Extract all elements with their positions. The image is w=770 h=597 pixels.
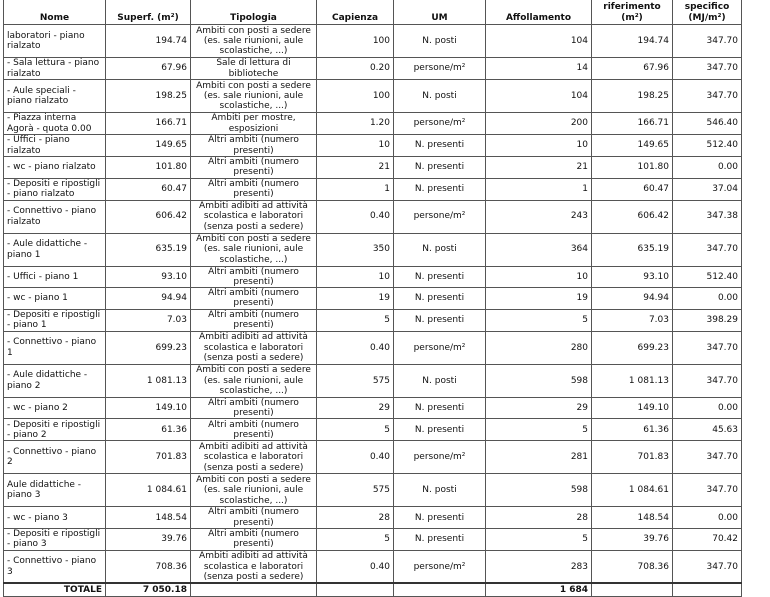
- cell-capienza: 5: [317, 419, 394, 441]
- cell-affollamento: 28: [486, 507, 592, 529]
- cell-nome: - Aule didattiche - piano 2: [4, 364, 106, 397]
- cell-tipologia: Ambiti adibiti ad attività scolastica e laboratori (senza posti a sedere): [191, 441, 317, 474]
- total-empty-cell: [317, 583, 394, 596]
- cell-superficie: 149.65: [106, 135, 191, 157]
- total-affollamento: 1 684: [486, 583, 592, 596]
- cell-affollamento: 21: [486, 157, 592, 179]
- table-row: [4, 331, 742, 364]
- cell-affollamento: 104: [486, 80, 592, 113]
- cell-specifico: 347.70: [673, 25, 742, 58]
- col-header-nome: Nome: [4, 0, 106, 25]
- cell-um: persone/m²: [394, 200, 486, 233]
- cell-capienza: 19: [317, 288, 394, 310]
- cell-tipologia: Ambiti adibiti ad attività scolastica e laboratori (senza posti a sedere): [191, 550, 317, 583]
- cell-um: N. posti: [394, 80, 486, 113]
- cell-affollamento: 283: [486, 550, 592, 583]
- cell-um: N. presenti: [394, 507, 486, 529]
- cell-nome: - Piazza interna Agorà - quota 0.00: [4, 113, 106, 135]
- cell-tipologia: Ambiti con posti a sedere (es. sale riunioni, aule scolastiche, ...): [191, 233, 317, 266]
- cell-capienza: 350: [317, 233, 394, 266]
- cell-nome: - Connettivo - piano 2: [4, 441, 106, 474]
- cell-capienza: 28: [317, 507, 394, 529]
- col-header-capienza: Capienza: [317, 0, 394, 25]
- cell-tipologia: Altri ambiti (numero presenti): [191, 135, 317, 157]
- cell-tipologia: Altri ambiti (numero presenti): [191, 419, 317, 441]
- cell-superficie: 148.54: [106, 507, 191, 529]
- cell-specifico: 347.38: [673, 200, 742, 233]
- cell-specifico: 45.63: [673, 419, 742, 441]
- cell-affollamento: 281: [486, 441, 592, 474]
- cell-affollamento: 5: [486, 419, 592, 441]
- col-header-specifico: specifico (MJ/m²): [673, 0, 742, 25]
- cell-nome: Aule didattiche - piano 3: [4, 474, 106, 507]
- cell-nome: laboratori - piano rialzato: [4, 25, 106, 58]
- cell-um: N. presenti: [394, 157, 486, 179]
- total-empty-cell: [191, 583, 317, 596]
- cell-nome: - Aule speciali - piano rialzato: [4, 80, 106, 113]
- cell-um: N. posti: [394, 474, 486, 507]
- cell-superficie: 101.80: [106, 157, 191, 179]
- cell-superficie: 606.42: [106, 200, 191, 233]
- table-row: [4, 364, 742, 397]
- cell-riferimento: 61.36: [592, 419, 673, 441]
- cell-capienza: 10: [317, 135, 394, 157]
- cell-capienza: 575: [317, 364, 394, 397]
- cell-riferimento: 708.36: [592, 550, 673, 583]
- cell-affollamento: 10: [486, 135, 592, 157]
- cell-um: N. presenti: [394, 135, 486, 157]
- total-row: [4, 583, 742, 596]
- cell-nome: - Uffici - piano 1: [4, 266, 106, 288]
- cell-superficie: 149.10: [106, 397, 191, 419]
- cell-riferimento: 1 084.61: [592, 474, 673, 507]
- table-row: [4, 113, 742, 135]
- cell-capienza: 0.40: [317, 200, 394, 233]
- cell-specifico: 347.70: [673, 80, 742, 113]
- table-body: [4, 25, 742, 584]
- table-row: [4, 178, 742, 200]
- cell-capienza: 100: [317, 80, 394, 113]
- table-row: [4, 419, 742, 441]
- col-header-tipologia: Tipologia: [191, 0, 317, 25]
- cell-specifico: 398.29: [673, 309, 742, 331]
- cell-tipologia: Altri ambiti (numero presenti): [191, 507, 317, 529]
- cell-riferimento: 166.71: [592, 113, 673, 135]
- cell-affollamento: 104: [486, 25, 592, 58]
- cell-superficie: 93.10: [106, 266, 191, 288]
- cell-riferimento: 1 081.13: [592, 364, 673, 397]
- cell-um: N. presenti: [394, 266, 486, 288]
- cell-superficie: 708.36: [106, 550, 191, 583]
- cell-superficie: 7.03: [106, 309, 191, 331]
- fire-load-table: [3, 0, 742, 597]
- cell-um: persone/m²: [394, 113, 486, 135]
- cell-riferimento: 635.19: [592, 233, 673, 266]
- cell-nome: - Depositi e ripostigli - piano 2: [4, 419, 106, 441]
- cell-superficie: 1 084.61: [106, 474, 191, 507]
- cell-specifico: 70.42: [673, 528, 742, 550]
- cell-um: N. presenti: [394, 288, 486, 310]
- cell-affollamento: 1: [486, 178, 592, 200]
- cell-riferimento: 93.10: [592, 266, 673, 288]
- cell-nome: - Depositi e ripostigli - piano 1: [4, 309, 106, 331]
- cell-um: N. presenti: [394, 309, 486, 331]
- cell-tipologia: Sale di lettura di biblioteche: [191, 58, 317, 80]
- cell-nome: - wc - piano 3: [4, 507, 106, 529]
- cell-um: persone/m²: [394, 58, 486, 80]
- table-row: [4, 528, 742, 550]
- cell-nome: - wc - piano rialzato: [4, 157, 106, 179]
- cell-nome: - wc - piano 2: [4, 397, 106, 419]
- cell-capienza: 1.20: [317, 113, 394, 135]
- cell-um: N. presenti: [394, 419, 486, 441]
- cell-specifico: 0.00: [673, 397, 742, 419]
- cell-specifico: 347.70: [673, 474, 742, 507]
- cell-tipologia: Ambiti per mostre, esposizioni: [191, 113, 317, 135]
- cell-capienza: 0.20: [317, 58, 394, 80]
- cell-riferimento: 149.10: [592, 397, 673, 419]
- cell-nome: - Sala lettura - piano rialzato: [4, 58, 106, 80]
- cell-tipologia: Altri ambiti (numero presenti): [191, 309, 317, 331]
- cell-specifico: 0.00: [673, 507, 742, 529]
- table-row: [4, 25, 742, 58]
- col-header-superficie: Superf. (m²): [106, 0, 191, 25]
- cell-nome: - Depositi e ripostigli - piano rialzato: [4, 178, 106, 200]
- cell-affollamento: 243: [486, 200, 592, 233]
- cell-riferimento: 60.47: [592, 178, 673, 200]
- cell-tipologia: Altri ambiti (numero presenti): [191, 157, 317, 179]
- total-superficie: 7 050.18: [106, 583, 191, 596]
- cell-specifico: 0.00: [673, 157, 742, 179]
- cell-riferimento: 148.54: [592, 507, 673, 529]
- cell-specifico: 347.70: [673, 364, 742, 397]
- cell-capienza: 29: [317, 397, 394, 419]
- cell-superficie: 635.19: [106, 233, 191, 266]
- total-empty-cell: [394, 583, 486, 596]
- cell-tipologia: Altri ambiti (numero presenti): [191, 397, 317, 419]
- cell-tipologia: Ambiti con posti a sedere (es. sale riunioni, aule scolastiche, ...): [191, 25, 317, 58]
- cell-tipologia: Altri ambiti (numero presenti): [191, 288, 317, 310]
- cell-tipologia: Altri ambiti (numero presenti): [191, 266, 317, 288]
- col-header-um: UM: [394, 0, 486, 25]
- cell-specifico: 512.40: [673, 266, 742, 288]
- cell-specifico: 347.70: [673, 58, 742, 80]
- cell-superficie: 198.25: [106, 80, 191, 113]
- cell-capienza: 21: [317, 157, 394, 179]
- cell-superficie: 701.83: [106, 441, 191, 474]
- cell-um: N. posti: [394, 25, 486, 58]
- cell-affollamento: 10: [486, 266, 592, 288]
- cell-specifico: 347.70: [673, 441, 742, 474]
- cell-affollamento: 14: [486, 58, 592, 80]
- cell-tipologia: Altri ambiti (numero presenti): [191, 178, 317, 200]
- table-row: [4, 58, 742, 80]
- cell-riferimento: 198.25: [592, 80, 673, 113]
- total-empty-cell: [592, 583, 673, 596]
- cell-affollamento: 5: [486, 528, 592, 550]
- cell-affollamento: 5: [486, 309, 592, 331]
- cell-tipologia: Altri ambiti (numero presenti): [191, 528, 317, 550]
- cell-capienza: 0.40: [317, 441, 394, 474]
- cell-superficie: 194.74: [106, 25, 191, 58]
- cell-affollamento: 598: [486, 364, 592, 397]
- cell-riferimento: 7.03: [592, 309, 673, 331]
- cell-riferimento: 606.42: [592, 200, 673, 233]
- cell-tipologia: Ambiti con posti a sedere (es. sale riunioni, aule scolastiche, ...): [191, 474, 317, 507]
- cell-affollamento: 598: [486, 474, 592, 507]
- table-row: [4, 474, 742, 507]
- table-row: [4, 157, 742, 179]
- cell-capienza: 0.40: [317, 550, 394, 583]
- cell-nome: - Aule didattiche - piano 1: [4, 233, 106, 266]
- cell-specifico: 512.40: [673, 135, 742, 157]
- cell-superficie: 67.96: [106, 58, 191, 80]
- cell-specifico: 347.70: [673, 550, 742, 583]
- cell-riferimento: 699.23: [592, 331, 673, 364]
- cell-nome: - Connettivo - piano rialzato: [4, 200, 106, 233]
- total-empty-cell: [673, 583, 742, 596]
- cell-um: N. presenti: [394, 178, 486, 200]
- cell-riferimento: 101.80: [592, 157, 673, 179]
- cell-nome: - Depositi e ripostigli - piano 3: [4, 528, 106, 550]
- cell-affollamento: 280: [486, 331, 592, 364]
- cell-superficie: 39.76: [106, 528, 191, 550]
- cell-affollamento: 200: [486, 113, 592, 135]
- cell-nome: - Uffici - piano rialzato: [4, 135, 106, 157]
- cell-superficie: 61.36: [106, 419, 191, 441]
- cell-capienza: 5: [317, 309, 394, 331]
- cell-um: N. presenti: [394, 528, 486, 550]
- table-row: [4, 288, 742, 310]
- table-row: [4, 266, 742, 288]
- cell-superficie: 94.94: [106, 288, 191, 310]
- table-row: [4, 550, 742, 583]
- table-row: [4, 80, 742, 113]
- cell-affollamento: 19: [486, 288, 592, 310]
- table-row: [4, 441, 742, 474]
- cell-specifico: 347.70: [673, 331, 742, 364]
- cell-riferimento: 194.74: [592, 25, 673, 58]
- cell-um: N. posti: [394, 364, 486, 397]
- cell-um: persone/m²: [394, 550, 486, 583]
- cell-capienza: 1: [317, 178, 394, 200]
- document-page: [3, 0, 742, 597]
- cell-capienza: 575: [317, 474, 394, 507]
- header-row: [4, 0, 742, 25]
- table-row: [4, 200, 742, 233]
- cell-superficie: 1 081.13: [106, 364, 191, 397]
- cell-specifico: 37.04: [673, 178, 742, 200]
- cell-riferimento: 39.76: [592, 528, 673, 550]
- cell-tipologia: Ambiti adibiti ad attività scolastica e laboratori (senza posti a sedere): [191, 331, 317, 364]
- cell-specifico: 0.00: [673, 288, 742, 310]
- cell-riferimento: 67.96: [592, 58, 673, 80]
- cell-riferimento: 94.94: [592, 288, 673, 310]
- table-row: [4, 233, 742, 266]
- table-row: [4, 309, 742, 331]
- cell-riferimento: 149.65: [592, 135, 673, 157]
- total-label: TOTALE: [4, 583, 106, 596]
- cell-specifico: 347.70: [673, 233, 742, 266]
- table-row: [4, 507, 742, 529]
- table-row: [4, 397, 742, 419]
- cell-um: N. posti: [394, 233, 486, 266]
- col-header-riferimento: riferimento (m²): [592, 0, 673, 25]
- cell-superficie: 699.23: [106, 331, 191, 364]
- cell-superficie: 60.47: [106, 178, 191, 200]
- cell-tipologia: Ambiti adibiti ad attività scolastica e laboratori (senza posti a sedere): [191, 200, 317, 233]
- cell-capienza: 0.40: [317, 331, 394, 364]
- cell-um: N. presenti: [394, 397, 486, 419]
- cell-tipologia: Ambiti con posti a sedere (es. sale riunioni, aule scolastiche, ...): [191, 80, 317, 113]
- cell-specifico: 546.40: [673, 113, 742, 135]
- col-header-affollamento: Affollamento: [486, 0, 592, 25]
- cell-nome: - Connettivo - piano 1: [4, 331, 106, 364]
- cell-affollamento: 364: [486, 233, 592, 266]
- cell-affollamento: 29: [486, 397, 592, 419]
- cell-superficie: 166.71: [106, 113, 191, 135]
- cell-capienza: 100: [317, 25, 394, 58]
- cell-riferimento: 701.83: [592, 441, 673, 474]
- cell-nome: - wc - piano 1: [4, 288, 106, 310]
- cell-um: persone/m²: [394, 441, 486, 474]
- cell-capienza: 5: [317, 528, 394, 550]
- cell-capienza: 10: [317, 266, 394, 288]
- table-row: [4, 135, 742, 157]
- cell-um: persone/m²: [394, 331, 486, 364]
- cell-nome: - Connettivo - piano 3: [4, 550, 106, 583]
- cell-tipologia: Ambiti con posti a sedere (es. sale riunioni, aule scolastiche, ...): [191, 364, 317, 397]
